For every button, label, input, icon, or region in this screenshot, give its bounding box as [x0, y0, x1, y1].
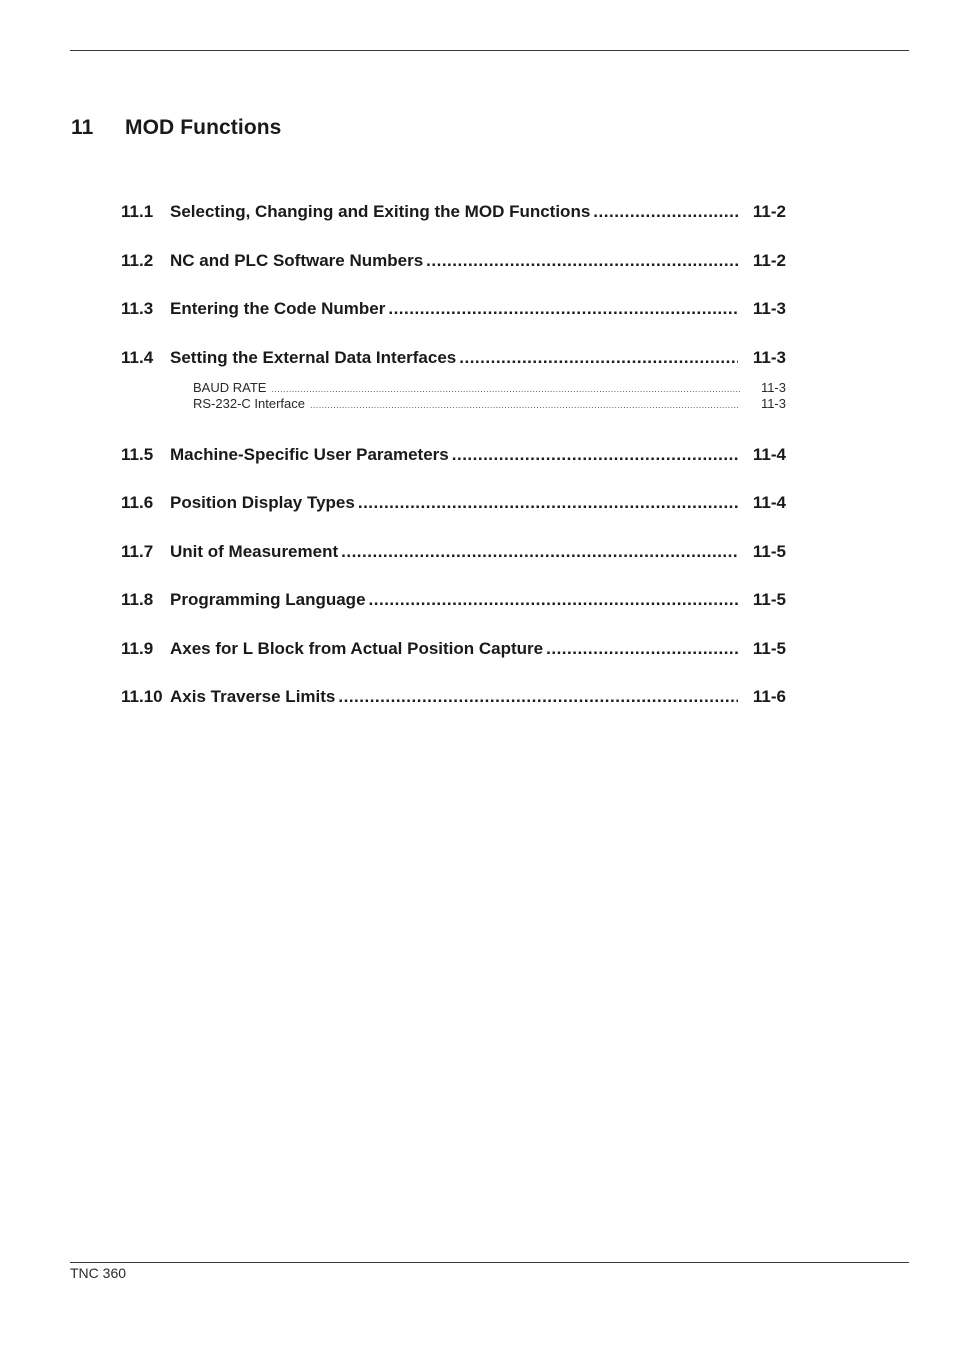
toc-leader-dots: [369, 590, 738, 610]
toc-entry-11-9[interactable]: [121, 639, 786, 659]
toc-entry-page: 11-5: [752, 639, 786, 658]
toc-entry-page: 11-5: [752, 542, 786, 561]
toc-entry-page: 11-5: [752, 590, 786, 609]
toc-entry-11-8[interactable]: [121, 590, 786, 610]
toc-entry-title: Machine-Specific User Parameters: [170, 445, 449, 464]
toc-entry-number: 11.1: [121, 202, 154, 221]
toc-entry-page: 11-3: [752, 299, 786, 318]
toc-entry-title: Axis Traverse Limits: [170, 687, 336, 706]
toc-entry-11-6[interactable]: [121, 493, 786, 513]
toc-entry-number: 11.3: [121, 299, 154, 318]
chapter-number: 11: [71, 116, 94, 139]
toc-entry-page: 11-2: [752, 202, 786, 221]
toc-subentry-rs232c-interface[interactable]: [193, 396, 786, 413]
toc-entry-page: 11-3: [752, 348, 786, 367]
toc-subentry-page: 11-3: [760, 396, 786, 411]
toc-entry-title: Axes for L Block from Actual Position Capture: [170, 639, 544, 658]
toc-entry-title: Entering the Code Number: [170, 299, 386, 318]
toc-entry-11-1[interactable]: [121, 202, 786, 222]
toc-entry-number: 11.10: [121, 687, 163, 706]
toc-leader-dots: [452, 445, 738, 465]
toc-entry-11-5[interactable]: [121, 445, 786, 465]
toc-entry-11-2[interactable]: [121, 251, 786, 271]
toc-leader-dots: [310, 397, 740, 413]
toc-subentry-title: BAUD RATE: [193, 380, 267, 395]
toc-entry-number: 11.5: [121, 445, 154, 464]
toc-entry-number: 11.2: [121, 251, 154, 270]
header-rule: [70, 50, 909, 51]
toc-subentry-title: RS-232-C Interface: [193, 396, 305, 411]
toc-leader-dots: [593, 202, 738, 222]
toc-entry-11-3[interactable]: [121, 299, 786, 319]
toc-entry-number: 11.6: [121, 493, 154, 512]
toc-entry-number: 11.7: [121, 542, 154, 561]
toc-leader-dots: [459, 348, 738, 368]
toc-leader-dots: [426, 251, 738, 271]
toc-leader-dots: [338, 687, 738, 707]
toc-entry-page: 11-4: [752, 493, 786, 512]
toc-entry-title: Unit of Measurement: [170, 542, 339, 561]
toc-leader-dots: [358, 493, 738, 513]
toc-entry-title: Programming Language: [170, 590, 366, 609]
toc-entry-page: 11-6: [752, 687, 786, 706]
toc-leader-dots: [388, 299, 738, 319]
toc-entry-number: 11.9: [121, 639, 154, 658]
toc-entry-title: Selecting, Changing and Exiting the MOD Functions: [170, 202, 591, 221]
toc-leader-dots: [341, 542, 738, 562]
toc-subentry-page: 11-3: [760, 380, 786, 395]
toc-entry-page: 11-4: [752, 445, 786, 464]
toc-entry-11-4[interactable]: [121, 348, 786, 368]
toc-entry-page: 11-2: [752, 251, 786, 270]
chapter-name: MOD Functions: [125, 116, 282, 139]
footer-rule: [70, 1262, 909, 1263]
toc-leader-dots: [546, 639, 738, 659]
toc-entry-title: Setting the External Data Interfaces: [170, 348, 457, 367]
footer-product-label: TNC 360: [70, 1265, 127, 1281]
toc-entry-11-7[interactable]: [121, 542, 786, 562]
chapter-title: [71, 116, 281, 140]
toc-subentry-baud-rate[interactable]: [193, 380, 786, 397]
toc-leader-dots: [271, 381, 740, 397]
toc-entry-11-10[interactable]: [121, 687, 786, 707]
toc-entry-title: NC and PLC Software Numbers: [170, 251, 424, 270]
toc-entry-number: 11.4: [121, 348, 154, 367]
toc-entry-number: 11.8: [121, 590, 154, 609]
toc-entry-title: Position Display Types: [170, 493, 355, 512]
